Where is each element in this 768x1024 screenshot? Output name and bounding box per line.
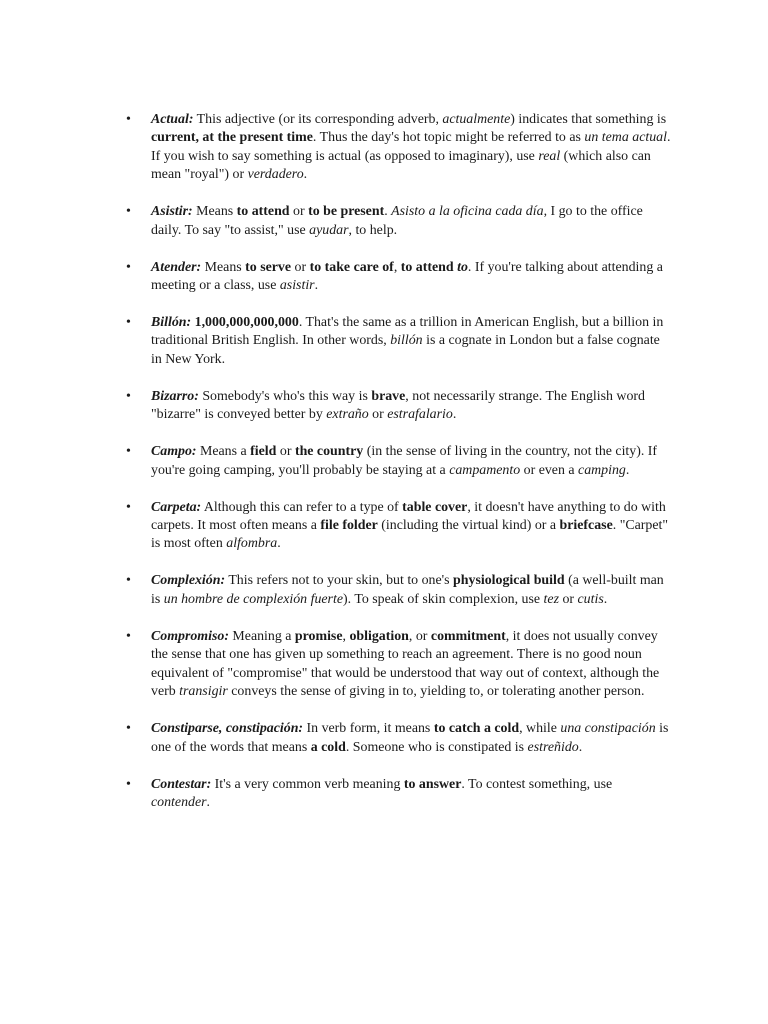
entry-term: Campo: <box>151 444 197 460</box>
entry-text: the country <box>294 444 364 460</box>
entry-text: , while <box>519 721 561 737</box>
entry-text: . <box>452 407 457 423</box>
entry-text: physiological build <box>453 573 565 589</box>
entry-text: to be present <box>308 204 385 220</box>
entry-text: transigir <box>179 684 228 700</box>
entry-text: (a well-built man is <box>151 573 664 607</box>
entry-text: or even a <box>520 462 579 478</box>
entry-text: In verb form, it means <box>303 721 434 737</box>
entry-text: . That's the same as a trillion in American English, but a billion in traditional British English. In other words, <box>151 315 664 349</box>
entry-term: Complexión: <box>151 573 226 589</box>
bullet-icon: • <box>126 499 131 515</box>
entry-text: brave <box>371 388 406 404</box>
entry-text: una constipación <box>560 721 656 737</box>
entry-text: a cold <box>310 739 346 755</box>
entry-text: (in the sense of living in the country, not the city). If you're going camping, you'll probably be staying at a <box>151 444 658 478</box>
entry-text: to catch a cold <box>433 721 520 737</box>
entry-text: contender <box>151 794 207 810</box>
glossary-entry-contestar <box>126 776 671 813</box>
entry-text: is one of the words that means <box>151 721 669 755</box>
glossary-entry-asistir <box>126 203 671 240</box>
entry-text: verdadero <box>247 167 304 183</box>
entry-text: , it does not usually convey the sense that one has given up something to reach an agreement. There is no good noun equivalent of "compromise" that would be understood that way out of context, although the verb <box>151 628 660 700</box>
entry-term: Compromiso: <box>151 628 229 644</box>
entry-text: , or <box>408 628 431 644</box>
entry-text: It's a very common verb meaning <box>211 776 404 792</box>
entry-text: estreñido <box>527 739 579 755</box>
entry-text: . <box>625 462 630 478</box>
glossary-entry-atender <box>126 259 671 296</box>
entry-text: . "Carpet" is most often <box>151 518 669 552</box>
entry-text: camping <box>578 462 626 478</box>
entry-text: . <box>303 167 308 183</box>
entry-text: billón <box>390 333 423 349</box>
entry-text: , I go to the office daily. To say "to assist," use <box>151 204 643 238</box>
entry-text: to serve <box>245 259 292 275</box>
entry-text: or <box>368 407 388 423</box>
entry-term: Constiparse, constipación: <box>151 721 304 737</box>
entry-text: or <box>289 204 309 220</box>
entry-text: Meaning a <box>228 628 295 644</box>
entry-text: . <box>314 278 319 294</box>
entry-text: alfombra <box>226 536 278 552</box>
entry-text: cutis <box>577 591 604 607</box>
entry-text: is a cognate in London but a false cognate in New York. <box>151 333 660 367</box>
entry-text: current, at the present time <box>151 130 313 146</box>
entry-text: ) indicates that something is <box>510 112 667 127</box>
glossary-entry-bizarro <box>126 388 671 425</box>
entry-text: briefcase <box>559 518 613 534</box>
entry-text: (including the virtual kind) or a <box>377 518 560 534</box>
bullet-icon: • <box>126 776 131 792</box>
entry-text: actualmente <box>442 112 511 127</box>
entry-text: to answer <box>403 776 462 792</box>
entry-text: 1,000,000,000,000 <box>194 315 299 331</box>
entry-text: un hombre de complexión fuerte <box>163 591 343 607</box>
glossary-entry-billon <box>126 314 671 369</box>
entry-text: Although this can refer to a type of <box>201 499 403 515</box>
bullet-icon: • <box>126 204 131 220</box>
entry-text: to attend <box>236 204 290 220</box>
entry-text: or <box>558 591 578 607</box>
bullet-icon: • <box>126 259 131 275</box>
glossary-entry-actual <box>126 111 671 185</box>
entry-text: Asisto a la oficina cada día <box>391 204 544 220</box>
entry-text: . <box>578 739 583 755</box>
bullet-icon: • <box>126 628 131 644</box>
entry-text: field <box>250 444 277 460</box>
entry-text: This refers not to your skin, but to one's <box>225 573 454 589</box>
entry-term: Billón: <box>151 315 192 331</box>
entry-text: . If you're talking about attending a meeting or a class, use <box>151 259 663 294</box>
entry-text: campamento <box>449 462 521 478</box>
entry-text: to <box>457 259 468 275</box>
bullet-icon: • <box>126 444 131 460</box>
entry-text: , to help. <box>348 222 398 238</box>
entry-text: This adjective (or its corresponding adverb, <box>193 112 443 127</box>
entry-text: Means <box>201 259 246 275</box>
entry-term: Bizarro: <box>151 388 199 404</box>
glossary-entry-constiparse <box>126 720 671 757</box>
entry-text: estrafalario <box>387 407 453 423</box>
entry-text: to attend <box>400 259 458 275</box>
bullet-icon: • <box>126 315 131 331</box>
entry-term: Contestar: <box>151 776 212 792</box>
glossary-list <box>126 111 671 831</box>
entry-term: Carpeta: <box>151 499 202 515</box>
bullet-icon: • <box>126 112 131 127</box>
entry-text: table cover <box>402 499 468 515</box>
entry-text: . <box>603 591 608 607</box>
entry-text: Means a <box>196 444 251 460</box>
entry-text: . Thus the day's hot topic might be referred to as <box>312 130 585 146</box>
entry-term: Actual: <box>151 112 194 127</box>
entry-text: . If you wish to say something is actual (as opposed to imaginary), use <box>151 130 671 164</box>
entry-text: or <box>276 444 295 460</box>
entry-text: . To contest something, use <box>461 776 613 792</box>
bullet-icon: • <box>126 721 131 737</box>
bullet-icon: • <box>126 573 131 589</box>
entry-text: ayudar <box>309 222 349 238</box>
entry-text: . <box>206 794 211 810</box>
entry-text: to take care of <box>309 259 394 275</box>
entry-text: , <box>342 628 350 644</box>
entry-term: Asistir: <box>151 204 193 220</box>
entry-text: un tema actual <box>584 130 667 146</box>
entry-text: . <box>384 204 392 220</box>
glossary-entry-campo <box>126 443 671 480</box>
entry-text: asistir <box>279 278 315 294</box>
entry-text: Means <box>192 204 237 220</box>
glossary-entry-compromiso <box>126 628 671 702</box>
entry-text: . <box>277 536 281 552</box>
entry-text: commitment <box>430 628 506 644</box>
entry-text: . Someone who is constipated is <box>345 739 528 755</box>
entry-text: real <box>538 148 561 164</box>
entry-text: , it doesn't have anything to do with carpets. It most often means a <box>151 499 666 534</box>
entry-text: Somebody's who's this way is <box>198 388 372 404</box>
bullet-icon: • <box>126 388 131 404</box>
entry-text: conveys the sense of giving in to, yielding to, or tolerating another person. <box>227 684 645 700</box>
glossary-entry-complexion <box>126 572 671 609</box>
entry-text: (which also can mean "royal") or <box>151 148 651 183</box>
entry-text: ). To speak of skin complexion, use <box>343 591 544 607</box>
entry-text: promise <box>294 628 343 644</box>
entry-term: Atender: <box>151 259 202 275</box>
entry-text: or <box>291 259 310 275</box>
entry-text: , not necessarily strange. The English word "bizarre" is conveyed better by <box>151 388 645 423</box>
entry-text: tez <box>543 591 559 607</box>
entry-text: file folder <box>320 518 378 534</box>
glossary-entry-carpeta <box>126 499 671 554</box>
entry-text: , <box>393 259 401 275</box>
entry-text: obligation <box>349 628 409 644</box>
entry-text: extraño <box>326 407 369 423</box>
